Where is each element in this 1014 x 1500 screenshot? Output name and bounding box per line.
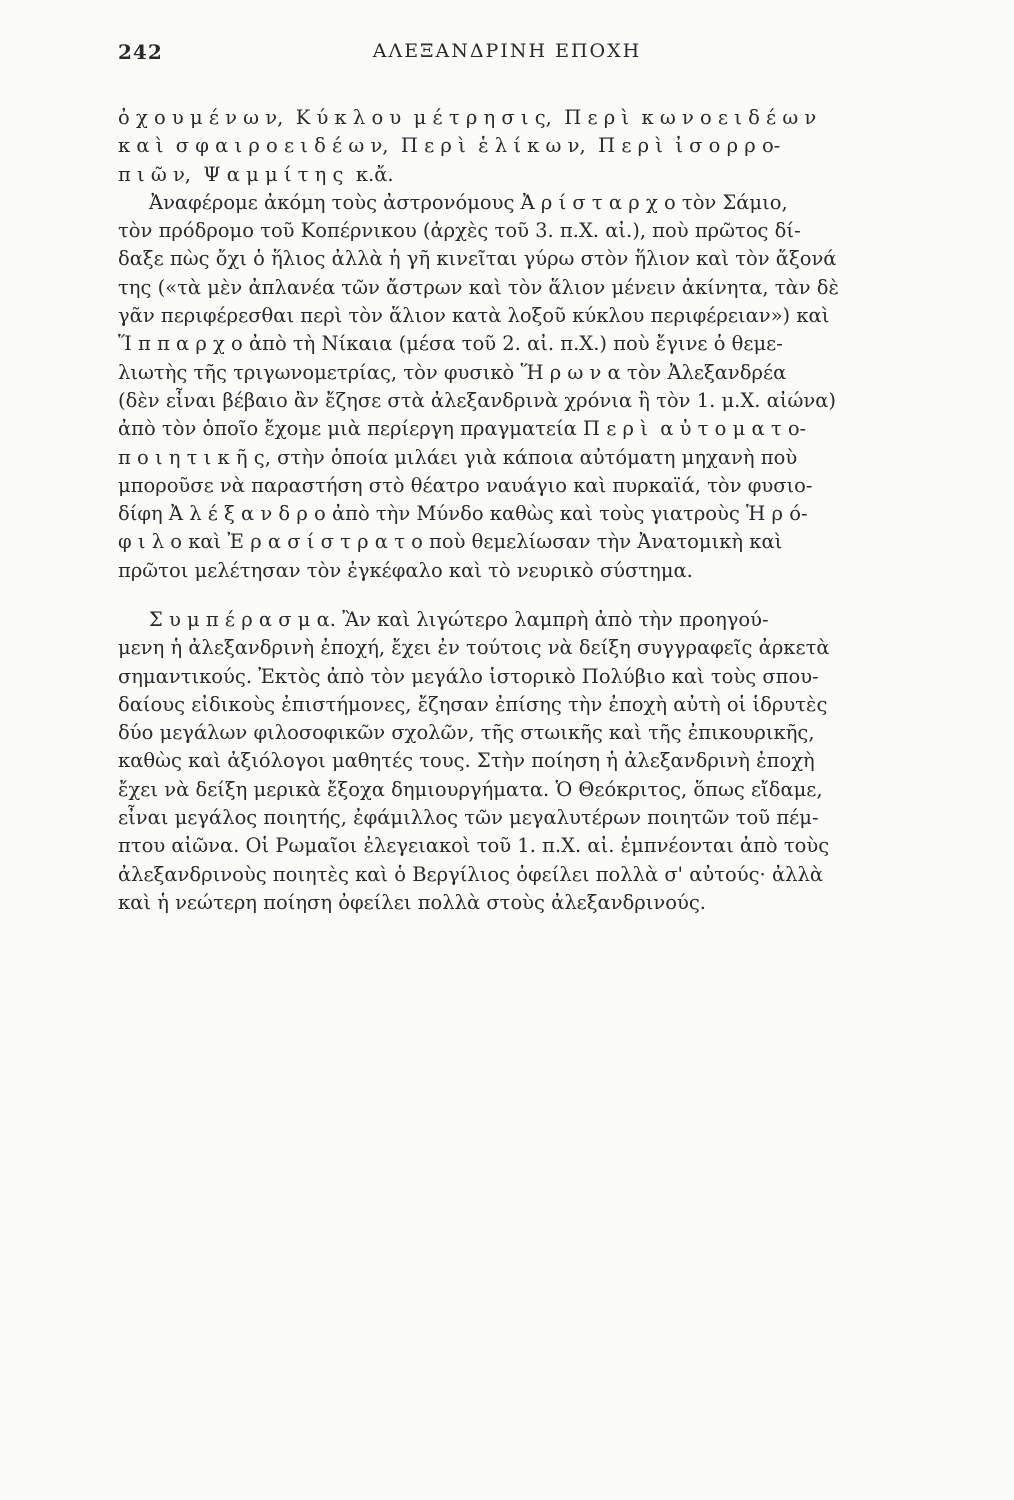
text-line: δαίους εἰδικοὺς ἐπιστήμονες, ἔζησαν ἐπίσης τὴν ἐποχὴ αὐτὴ οἱ ἱδρυτὲς (118, 692, 828, 716)
text-line: λιωτὴς τῆς τριγωνομετρίας, τὸν φυσικὸ Ἥ ρ ω ν α τὸν Ἀλεξανδρέα (118, 360, 787, 384)
text-line: εἶναι μεγάλος ποιητής, ἐφάμιλλος τῶν μεγαλυτέρων ποιητῶν τοῦ πέμ- (118, 806, 819, 830)
text-line: καθὼς καὶ ἀξιόλογοι μαθητές τους. Στὴν ποίηση ἡ ἀλεξανδρινὴ ἐποχὴ (118, 749, 815, 773)
text-line: ἀπὸ τὸν ὁποῖο ἔχομε μιὰ περίεργη πραγματεία Π ε ρ ὶ α ὐ τ ο μ α τ ο- (118, 417, 807, 441)
paragraph-conclusion (118, 606, 938, 917)
text-line: ἀλεξανδρινοὺς ποιητὲς καὶ ὁ Βεργίλιος ὀφείλει πολλὰ σ' αὐτούς· ἀλλὰ (118, 862, 823, 886)
text-line: γᾶν περιφέρεσθαι περὶ τὸν ἅλιον κατὰ λοξοῦ κύκλου περιφέρειαν») καὶ (118, 304, 830, 328)
text-line: δίφη Ἀ λ έ ξ α ν δ ρ ο ἀπὸ τὴν Μύνδο καθὼς καὶ τοὺς γιατροὺς Ἡ ρ ό- (118, 502, 808, 526)
text-line: (δὲν εἶναι βέβαιο ἂν ἔζησε στὰ ἀλεξανδρινὰ χρόνια ἢ τὸν 1. μ.Χ. αἰώνα) (118, 388, 837, 412)
text-line: δαξε πὼς ὄχι ὁ ἥλιος ἀλλὰ ἡ γῆ κινεῖται γύρω στὸν ἥλιον καὶ τὸν ἄξονά (118, 247, 837, 271)
text-line: π ο ι η τ ι κ ῆ ς, στὴν ὁποία μιλάει γιὰ κάποια αὐτόματη μηχανὴ ποὺ (118, 445, 798, 469)
text-line: της («τὰ μὲν ἀπλανέα τῶν ἄστρων καὶ τὸν ἅλιον μένειν ἀκίνητα, τὰν δὲ (118, 275, 840, 299)
text-line: ὀ χ ο υ μ έ ν ω ν, Κ ύ κ λ ο υ μ έ τ ρ η σ ι ς, Π ε ρ ὶ κ ω ν ο ε ι δ έ ω ν (118, 106, 817, 129)
text-line: Σ υ μ π έ ρ α σ μ α. Ἂν καὶ λιγώτερο λαμπρὴ ἀπὸ τὴν προηγού- (118, 608, 769, 631)
text-line: μποροῦσε νὰ παραστήση στὸ θέατρο ναυάγιο καὶ πυρκαϊά, τὸν φυσιο- (118, 473, 813, 497)
running-title: ΑΛΕΞΑΝΔΡΙΝΗ ΕΠΟΧΗ (372, 40, 642, 62)
text-line: καὶ ἡ νεώτερη ποίηση ὀφείλει πολλὰ στοὺς ἀλεξανδρινούς. (118, 890, 706, 914)
paragraph-astronomers (118, 104, 938, 585)
text-line: π ι ῶ ν, Ψ α μ μ ί τ η ς κ.ἄ. (118, 162, 394, 186)
text-line: πρῶτοι μελέτησαν τὸν ἐγκέφαλο καὶ τὸ νευρικὸ σύστημα. (118, 558, 693, 582)
text-line: σημαντικούς. Ἐκτὸς ἀπὸ τὸν μεγάλο ἱστορικὸ Πολύβιο καὶ τοὺς σπου- (118, 664, 819, 688)
text-line: δύο μεγάλων φιλοσοφικῶν σχολῶν, τῆς στωικῆς καὶ τῆς ἐπικουρικῆς, (118, 721, 815, 745)
page-number: 242 (118, 40, 163, 64)
text-line: τὸν πρόδρομο τοῦ Κοπέρνικου (ἀρχὲς τοῦ 3. π.Χ. αἰ.), ποὺ πρῶτος δί- (118, 219, 801, 243)
text-line: φ ι λ ο καὶ Ἐ ρ α σ ί σ τ ρ α τ ο ποὺ θεμελίωσαν τὴν Ἀνατομικὴ καὶ (118, 530, 783, 554)
text-line: ἔχει νὰ δείξη μερικὰ ἔξοχα δημιουργήματα. Ὁ Θεόκριτος, ὅπως εἴδαμε, (118, 777, 823, 801)
text-line: Ἵ π π α ρ χ ο ἀπὸ τὴ Νίκαια (μέσα τοῦ 2. αἰ. π.Χ.) ποὺ ἔγινε ὁ θεμε- (118, 332, 783, 356)
text-line: Ἀναφέρομε ἀκόμη τοὺς ἀστρονόμους Ἀ ρ ί σ τ α ρ χ ο τὸν Σάμιο, (118, 190, 788, 214)
text-line: μενη ἡ ἀλεξανδρινὴ ἐποχή, ἔχει ἐν τούτοις νὰ δείξη συγγραφεῖς ἀρκετὰ (118, 636, 830, 660)
text-line: πτου αἰῶνα. Οἱ Ρωμαῖοι ἐλεγειακοὶ τοῦ 1. π.Χ. αἰ. ἐμπνέονται ἀπὸ τοὺς (118, 834, 830, 858)
text-line: κ α ὶ σ φ α ι ρ ο ε ι δ έ ω ν, Π ε ρ ὶ ἑ λ ί κ ω ν, Π ε ρ ὶ ἰ σ ο ρ ρ ο- (118, 134, 781, 158)
